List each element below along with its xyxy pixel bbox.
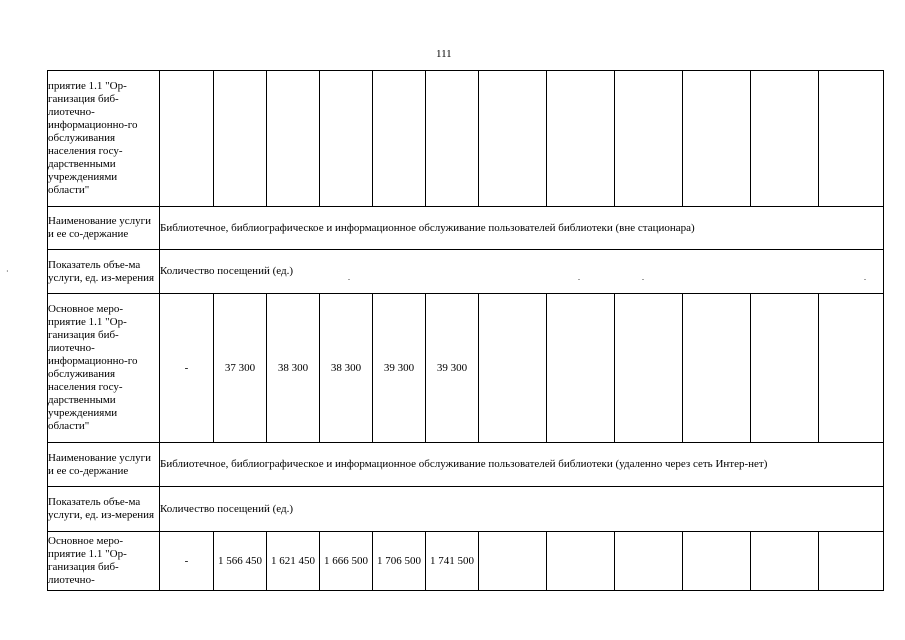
empty-cell (373, 71, 426, 207)
volume-indicator-text: Количество посещений (ед.) (160, 265, 293, 277)
empty-cell (160, 71, 214, 207)
scan-dot: . (348, 273, 350, 282)
empty-cell (426, 71, 479, 207)
row-label: Наименование услуги и ее со-держание (48, 443, 160, 487)
empty-cell (547, 294, 615, 443)
table-row (48, 207, 884, 250)
empty-cell (615, 532, 683, 591)
value-cell: 1 706 500 (373, 532, 426, 591)
value-cell: - (160, 294, 214, 443)
empty-cell (751, 71, 819, 207)
margin-dot: · (6, 267, 9, 276)
empty-cell (751, 294, 819, 443)
value-cell: 1 566 450 (214, 532, 267, 591)
empty-cell (819, 71, 884, 207)
value-cell: 38 300 (320, 294, 373, 443)
empty-cell (615, 294, 683, 443)
row-label: приятие 1.1 "Ор-ганизация биб-лиотечно-информационно-го обслуживания населения госу-дарственными учреждениями области" (48, 71, 160, 207)
table-row (48, 443, 884, 487)
service-name: Библиотечное, библиографическое и информационное обслуживание пользователей библиотеки (удаленно через сеть Интер-нет) (160, 443, 884, 487)
table-row (48, 250, 884, 294)
row-label: Основное меро-приятие 1.1 "Ор-ганизация биб-лиотечно- (48, 532, 160, 591)
row-label: Показатель объе-ма услуги, ед. из-мерения (48, 250, 160, 294)
table-row (48, 294, 884, 443)
empty-cell (479, 294, 547, 443)
value-cell: 1 621 450 (267, 532, 320, 591)
service-table (47, 70, 884, 591)
empty-cell (479, 532, 547, 591)
value-cell: 37 300 (214, 294, 267, 443)
empty-cell (615, 71, 683, 207)
empty-cell (819, 532, 884, 591)
value-cell: 39 300 (426, 294, 479, 443)
value-cell: 39 300 (373, 294, 426, 443)
empty-cell (547, 532, 615, 591)
table-row (48, 71, 884, 207)
empty-cell (214, 71, 267, 207)
service-name: Библиотечное, библиографическое и информационное обслуживание пользователей библиотеки (вне стационара) (160, 207, 884, 250)
empty-cell (683, 71, 751, 207)
value-cell: 1 741 500 (426, 532, 479, 591)
value-cell: 1 666 500 (320, 532, 373, 591)
empty-cell (683, 532, 751, 591)
empty-cell (751, 532, 819, 591)
empty-cell (267, 71, 320, 207)
volume-indicator (160, 250, 884, 294)
value-cell: - (160, 532, 214, 591)
scan-dot: . (578, 273, 580, 282)
empty-cell (320, 71, 373, 207)
scan-dot: . (642, 273, 644, 282)
table-row (48, 487, 884, 532)
empty-cell (683, 294, 751, 443)
scan-dot: . (864, 273, 866, 282)
empty-cell (547, 71, 615, 207)
row-label: Показатель объе-ма услуги, ед. из-мерения (48, 487, 160, 532)
page-number: 111 (436, 48, 452, 60)
empty-cell (819, 294, 884, 443)
row-label: Наименование услуги и ее со-держание (48, 207, 160, 250)
value-cell: 38 300 (267, 294, 320, 443)
table-row (48, 532, 884, 591)
row-label: Основное меро-приятие 1.1 "Ор-ганизация биб-лиотечно-информационно-го обслуживания населения госу-дарственными учреждениями области" (48, 294, 160, 443)
volume-indicator: Количество посещений (ед.) (160, 487, 884, 532)
empty-cell (479, 71, 547, 207)
